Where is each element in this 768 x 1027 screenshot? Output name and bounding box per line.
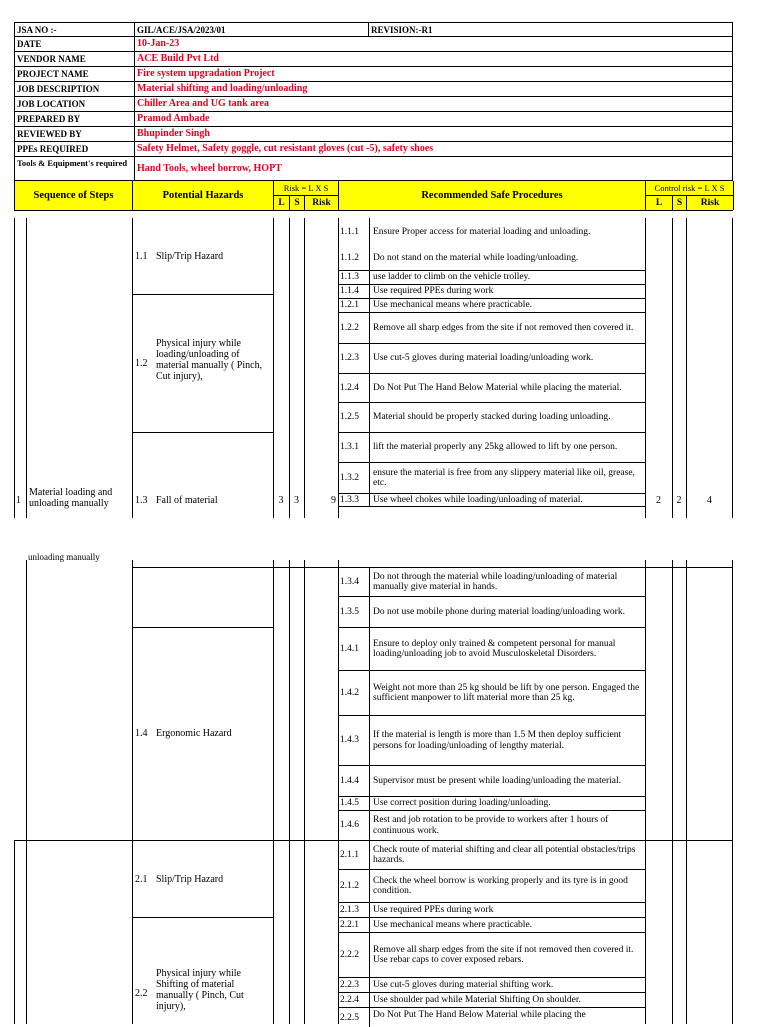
procedure-no: 2.1.1	[340, 849, 359, 860]
hazard-no: 2.2	[135, 988, 148, 999]
procedure-text: Use shoulder pad while Material Shifting On shoulder.	[369, 993, 581, 1007]
step-name: Material loading and unloading manually	[29, 487, 113, 509]
procedure-no: 1.2.1	[340, 300, 359, 311]
prepared-by-value: Pramod Ambade	[135, 112, 733, 127]
procedure-text: Rest and job rotation to be provide to workers after 1 hours of continuous work.	[369, 811, 645, 840]
project-value: Fire system upgradation Project	[135, 67, 733, 82]
procedure-row	[338, 670, 645, 715]
procedure-no: 1.1.2	[340, 252, 359, 263]
prepared-by-label: PREPARED BY	[14, 112, 135, 127]
procedure-row	[338, 218, 645, 246]
procedure-row	[338, 796, 645, 810]
hazard-no: 1.3	[135, 495, 148, 506]
procedure-row	[338, 627, 645, 670]
procedure-no: 1.3.3	[340, 494, 359, 505]
procedure-row	[338, 932, 645, 977]
hazard-no: 2.1	[135, 874, 148, 885]
procedure-no: 2.2.1	[340, 919, 359, 930]
procedure-no: 1.2.3	[340, 353, 359, 364]
job-location-label: JOB LOCATION	[14, 97, 135, 112]
procedure-text: Do Not Put The Hand Below Material while placing the	[369, 1008, 586, 1027]
control-l: 2	[656, 495, 661, 506]
procedure-text: Remove all sharp edges from the site if not removed then covered it. Use rebar caps to cover exposed rebars.	[369, 933, 645, 977]
procedure-text: lift the material properly any 25kg allowed to lift by one person.	[369, 433, 617, 462]
procedure-text: Material should be properly stacked during loading unloading.	[369, 403, 610, 432]
procedure-text: Do not use mobile phone during material loading/unloading work.	[369, 597, 625, 627]
procedure-no: 2.1.2	[340, 880, 359, 891]
procedure-row	[338, 715, 645, 765]
hazard-no: 1.1	[135, 251, 148, 262]
procedure-row	[338, 402, 645, 432]
col-procedures: Recommended Safe Procedures	[339, 181, 646, 210]
hazard-text: Slip/Trip Hazard	[156, 874, 224, 885]
procedure-text: Check the wheel borrow is working properly and its tyre is in good condition.	[369, 870, 645, 902]
procedure-text: Use mechanical means where practicable.	[369, 918, 532, 932]
procedure-row	[338, 246, 645, 270]
procedure-row	[338, 596, 645, 627]
procedure-text: Ensure Proper access for material loading and unloading.	[369, 218, 590, 246]
hazard-table-body	[14, 218, 733, 518]
control-risk: 4	[707, 495, 712, 506]
procedure-row	[338, 462, 645, 493]
procedure-row	[338, 312, 645, 343]
procedure-text: Use required PPEs during work	[369, 903, 493, 917]
procedure-row	[338, 567, 645, 596]
col-control-group: Control risk = L X S	[646, 181, 734, 196]
col-control-s: S	[673, 196, 687, 210]
reviewed-by-label: REVIEWED BY	[14, 127, 135, 142]
hazard-text: Fall of material	[156, 495, 218, 506]
procedure-no: 1.3.5	[340, 606, 359, 617]
procedure-no: 2.2.4	[340, 994, 359, 1005]
step-name-continued: unloading manually	[28, 552, 100, 562]
col-risk-value: Risk	[305, 196, 339, 210]
hazard-text: Ergonomic Hazard	[156, 728, 232, 739]
procedure-no: 2.2.2	[340, 949, 359, 960]
procedure-no: 2.2.3	[340, 979, 359, 990]
project-label: PROJECT NAME	[14, 67, 135, 82]
procedure-no: 1.4.6	[340, 820, 359, 831]
hazard-no: 1.4	[135, 728, 148, 739]
col-risk-s: S	[290, 196, 305, 210]
procedure-text: Use cut-5 gloves during material shifting work.	[369, 978, 553, 992]
hazard-no: 1.2	[135, 358, 148, 369]
procedure-row	[338, 765, 645, 796]
procedure-no: 1.2.4	[340, 382, 359, 393]
procedure-no: 1.4.2	[340, 687, 359, 698]
jsa-page-1	[14, 22, 733, 508]
risk-s: 3	[294, 495, 299, 506]
procedure-no: 1.4.1	[340, 643, 359, 654]
procedure-no: 1.2.2	[340, 322, 359, 333]
procedure-row	[338, 977, 645, 992]
procedure-no: 2.1.3	[340, 904, 359, 915]
tools-value: Hand Tools, wheel borrow, HOPT	[135, 157, 733, 181]
col-risk-group: Risk = L X S	[274, 181, 339, 196]
job-location-value: Chiller Area and UG tank area	[135, 97, 733, 112]
procedure-text: Use mechanical means where practicable.	[369, 299, 532, 312]
procedure-row	[338, 298, 645, 312]
procedure-row	[338, 1007, 645, 1027]
procedure-no: 1.3.1	[340, 442, 359, 453]
col-control-risk: Risk	[687, 196, 734, 210]
procedure-row	[338, 810, 645, 840]
job-description-value: Material shifting and loading/unloading	[135, 82, 733, 97]
procedure-row	[338, 493, 645, 507]
procedure-text: Weight not more than 25 kg should be lift by one person. Engaged the sufficient manpower to lift material more than 25 kg.	[369, 671, 645, 715]
procedure-row	[338, 343, 645, 373]
col-sequence: Sequence of Steps	[15, 181, 133, 210]
procedure-no: 1.4.3	[340, 735, 359, 746]
date-value: 10-Jan-23	[135, 37, 733, 52]
procedure-text: Supervisor must be present while loading/unloading the material.	[369, 766, 621, 796]
procedure-no: 2.2.5	[340, 1013, 359, 1023]
jsa-no-value: GIL/ACE/JSA/2023/01	[135, 22, 369, 37]
procedure-text: Do not through the material while loading/unloading of material manually give material in hands.	[369, 568, 645, 596]
jsa-no-label: JSA NO :-	[14, 22, 135, 37]
procedure-no: 1.4.4	[340, 775, 359, 786]
procedure-text: Ensure to deploy only trained & competent personal for manual loading/unloading job to avoid Musculoskeletal Disorders.	[369, 628, 645, 670]
vendor-value: ACE Build Pvt Ltd	[135, 52, 733, 67]
vendor-label: VENDOR NAME	[14, 52, 135, 67]
col-control-l: L	[646, 196, 673, 210]
procedure-no: 1.1.4	[340, 286, 359, 297]
tools-label: Tools & Equipment's required	[14, 157, 135, 181]
control-s: 2	[676, 495, 682, 506]
procedure-row	[338, 284, 645, 298]
ppe-label: PPEs REQUIRED	[14, 142, 135, 157]
procedure-text: Use wheel chokes while loading/unloading of material.	[369, 494, 583, 506]
procedure-no: 1.1.1	[340, 226, 359, 237]
procedure-text: use ladder to climb on the vehicle trolley.	[369, 271, 530, 284]
procedure-text: Use correct position during loading/unloading.	[369, 797, 551, 810]
risk-l: 3	[278, 495, 284, 506]
procedure-row	[338, 432, 645, 462]
hazard-text: Physical injury while loading/unloading of material manually ( Pinch, Cut injury),	[156, 338, 263, 382]
hazard-table-body-continued	[14, 552, 733, 1024]
procedure-text: If the material is length is more than 1.5 M then deploy sufficient persons for loading/unloading of lengthy material.	[369, 716, 645, 765]
procedure-no: 1.1.3	[340, 272, 359, 283]
procedure-text: Use required PPEs during work	[369, 285, 493, 298]
procedure-text: Use cut-5 gloves during material loading/unloading work.	[369, 344, 593, 373]
jsa-header-table	[14, 22, 733, 181]
procedure-row	[338, 902, 645, 917]
procedure-text: Check route of material shifting and clear all potential obstacles/trips hazards.	[369, 841, 645, 869]
revision: REVISION:-R1	[369, 22, 733, 37]
procedure-no: 1.3.4	[340, 576, 359, 587]
procedure-row	[338, 917, 645, 932]
procedure-text: ensure the material is free from any slippery material like oil, grease, etc.	[369, 463, 645, 493]
date-label: DATE	[14, 37, 135, 52]
column-header-row	[14, 181, 733, 211]
procedure-text: Do not stand on the material while loading/unloading.	[369, 246, 578, 270]
procedure-no: 1.2.5	[340, 412, 359, 423]
reviewed-by-value: Bhupinder Singh	[135, 127, 733, 142]
col-risk-l: L	[274, 196, 290, 210]
procedure-row	[338, 373, 645, 402]
procedure-no: 1.4.5	[340, 798, 359, 809]
jsa-page-2	[14, 552, 733, 1024]
procedure-text: Remove all sharp edges from the site if not removed then covered it.	[369, 313, 633, 343]
procedure-row	[338, 840, 645, 869]
procedure-row	[338, 270, 645, 284]
job-description-label: JOB DESCRIPTION	[14, 82, 135, 97]
risk-value: 9	[331, 495, 336, 506]
procedure-no: 1.3.2	[340, 472, 359, 483]
hazard-text: Slip/Trip Hazard	[156, 251, 224, 262]
ppe-value: Safety Helmet, Safety goggle, cut resistant gloves (cut -5), safety shoes	[135, 142, 733, 157]
step-no: 1	[16, 495, 21, 506]
col-hazards: Potential Hazards	[133, 181, 274, 210]
procedure-row	[338, 992, 645, 1007]
hazard-text: Physical injury while Shifting of material manually ( Pinch, Cut injury),	[156, 968, 244, 1012]
procedure-text: Do Not Put The Hand Below Material while placing the material.	[369, 374, 622, 402]
procedure-row	[338, 869, 645, 902]
